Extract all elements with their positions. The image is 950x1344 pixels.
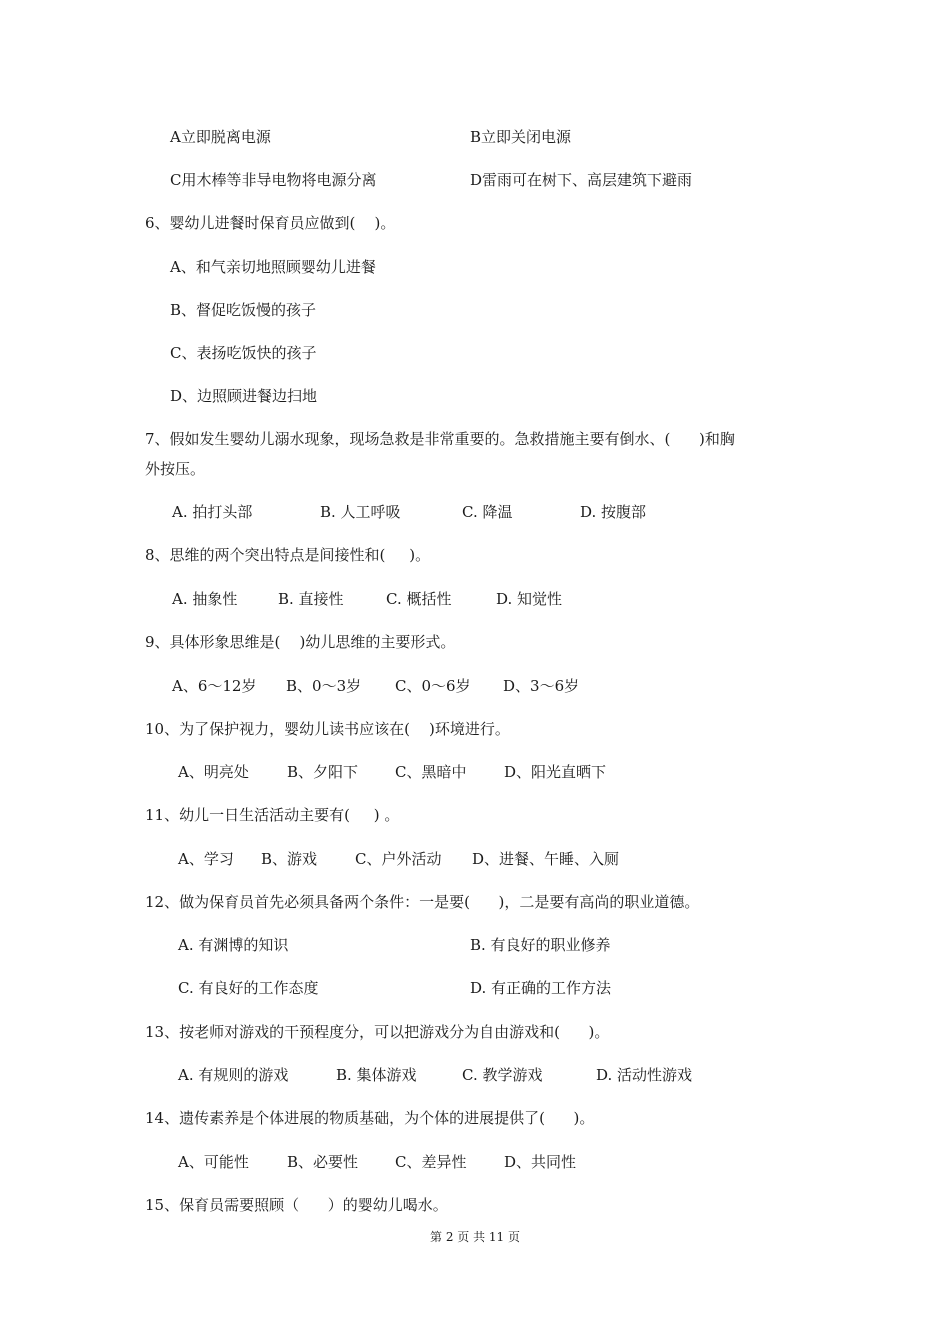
- q13-option-c: C. 教学游戏: [462, 1066, 543, 1084]
- q11-option-b: B、游戏: [261, 850, 318, 868]
- q10-option-a: A、明亮处: [178, 763, 249, 781]
- q7-option-b: B. 人工呼吸: [320, 503, 401, 521]
- q7-stem: 7、假如发生婴幼儿溺水现象，现场急救是非常重要的。急救措施主要有倒水、( )和胸: [145, 430, 735, 448]
- q7-option-a: A. 拍打头部: [172, 503, 253, 521]
- q5-option-a: A立即脱离电源: [170, 128, 271, 146]
- q7-stem-continued: 外按压。: [145, 460, 206, 478]
- q11-option-c: C、户外活动: [355, 850, 442, 868]
- q14-stem: 14、遗传素养是个体进展的物质基础，为个体的进展提供了( )。: [145, 1109, 595, 1127]
- q7-option-d: D. 按腹部: [580, 503, 647, 521]
- q6-option-c: C、表扬吃饭快的孩子: [170, 344, 317, 362]
- q10-option-c: C、黑暗中: [395, 763, 467, 781]
- q14-option-b: B、必要性: [287, 1153, 359, 1171]
- q8-option-b: B. 直接性: [278, 590, 344, 608]
- q9-option-d: D、3～6岁: [503, 677, 580, 695]
- q6-option-a: A、和气亲切地照顾婴幼儿进餐: [170, 258, 376, 276]
- q10-option-d: D、阳光直晒下: [504, 763, 607, 781]
- q12-option-c: C. 有良好的工作态度: [178, 979, 319, 997]
- page-number-footer: 第 2 页 共 11 页: [430, 1230, 520, 1244]
- q13-option-a: A. 有规则的游戏: [178, 1066, 289, 1084]
- q9-option-b: B、0～3岁: [286, 677, 362, 695]
- q7-option-c: C. 降温: [462, 503, 513, 521]
- q6-option-d: D、边照顾进餐边扫地: [170, 387, 318, 405]
- q8-option-a: A. 抽象性: [172, 590, 238, 608]
- q11-option-d: D、进餐、午睡、入厕: [472, 850, 620, 868]
- q9-stem: 9、具体形象思维是( )幼儿思维的主要形式。: [145, 633, 456, 651]
- q8-stem: 8、思维的两个突出特点是间接性和( )。: [145, 546, 431, 564]
- q14-option-c: C、差异性: [395, 1153, 467, 1171]
- q14-option-d: D、共同性: [504, 1153, 577, 1171]
- q13-option-b: B. 集体游戏: [336, 1066, 417, 1084]
- q6-stem: 6、婴幼儿进餐时保育员应做到( )。: [145, 214, 396, 232]
- q12-option-b: B. 有良好的职业修养: [470, 936, 611, 954]
- q12-option-d: D. 有正确的工作方法: [470, 979, 612, 997]
- q10-stem: 10、为了保护视力，婴幼儿读书应该在( )环境进行。: [145, 720, 510, 738]
- q5-option-d: D雷雨可在树下、高层建筑下避雨: [470, 171, 693, 189]
- q13-stem: 13、按老师对游戏的干预程度分，可以把游戏分为自由游戏和( )。: [145, 1023, 610, 1041]
- q5-option-b: B立即关闭电源: [470, 128, 572, 146]
- q8-option-c: C. 概括性: [386, 590, 452, 608]
- q10-option-b: B、夕阳下: [287, 763, 359, 781]
- q9-option-c: C、0～6岁: [395, 677, 471, 695]
- q9-option-a: A、6～12岁: [172, 677, 257, 695]
- q11-stem: 11、幼儿一日生活活动主要有( ) 。: [145, 806, 400, 824]
- q8-option-d: D. 知觉性: [496, 590, 563, 608]
- q14-option-a: A、可能性: [178, 1153, 249, 1171]
- q6-option-b: B、督促吃饭慢的孩子: [170, 301, 317, 319]
- q12-option-a: A. 有渊博的知识: [178, 936, 289, 954]
- q12-stem: 12、做为保育员首先必须具备两个条件：一是要( )，二是要有高尚的职业道德。: [145, 893, 700, 911]
- q5-option-c: C用木棒等非导电物将电源分离: [170, 171, 377, 189]
- q13-option-d: D. 活动性游戏: [596, 1066, 693, 1084]
- q11-option-a: A、学习: [178, 850, 234, 868]
- q15-stem: 15、保育员需要照顾（ ）的婴幼儿喝水。: [145, 1196, 448, 1214]
